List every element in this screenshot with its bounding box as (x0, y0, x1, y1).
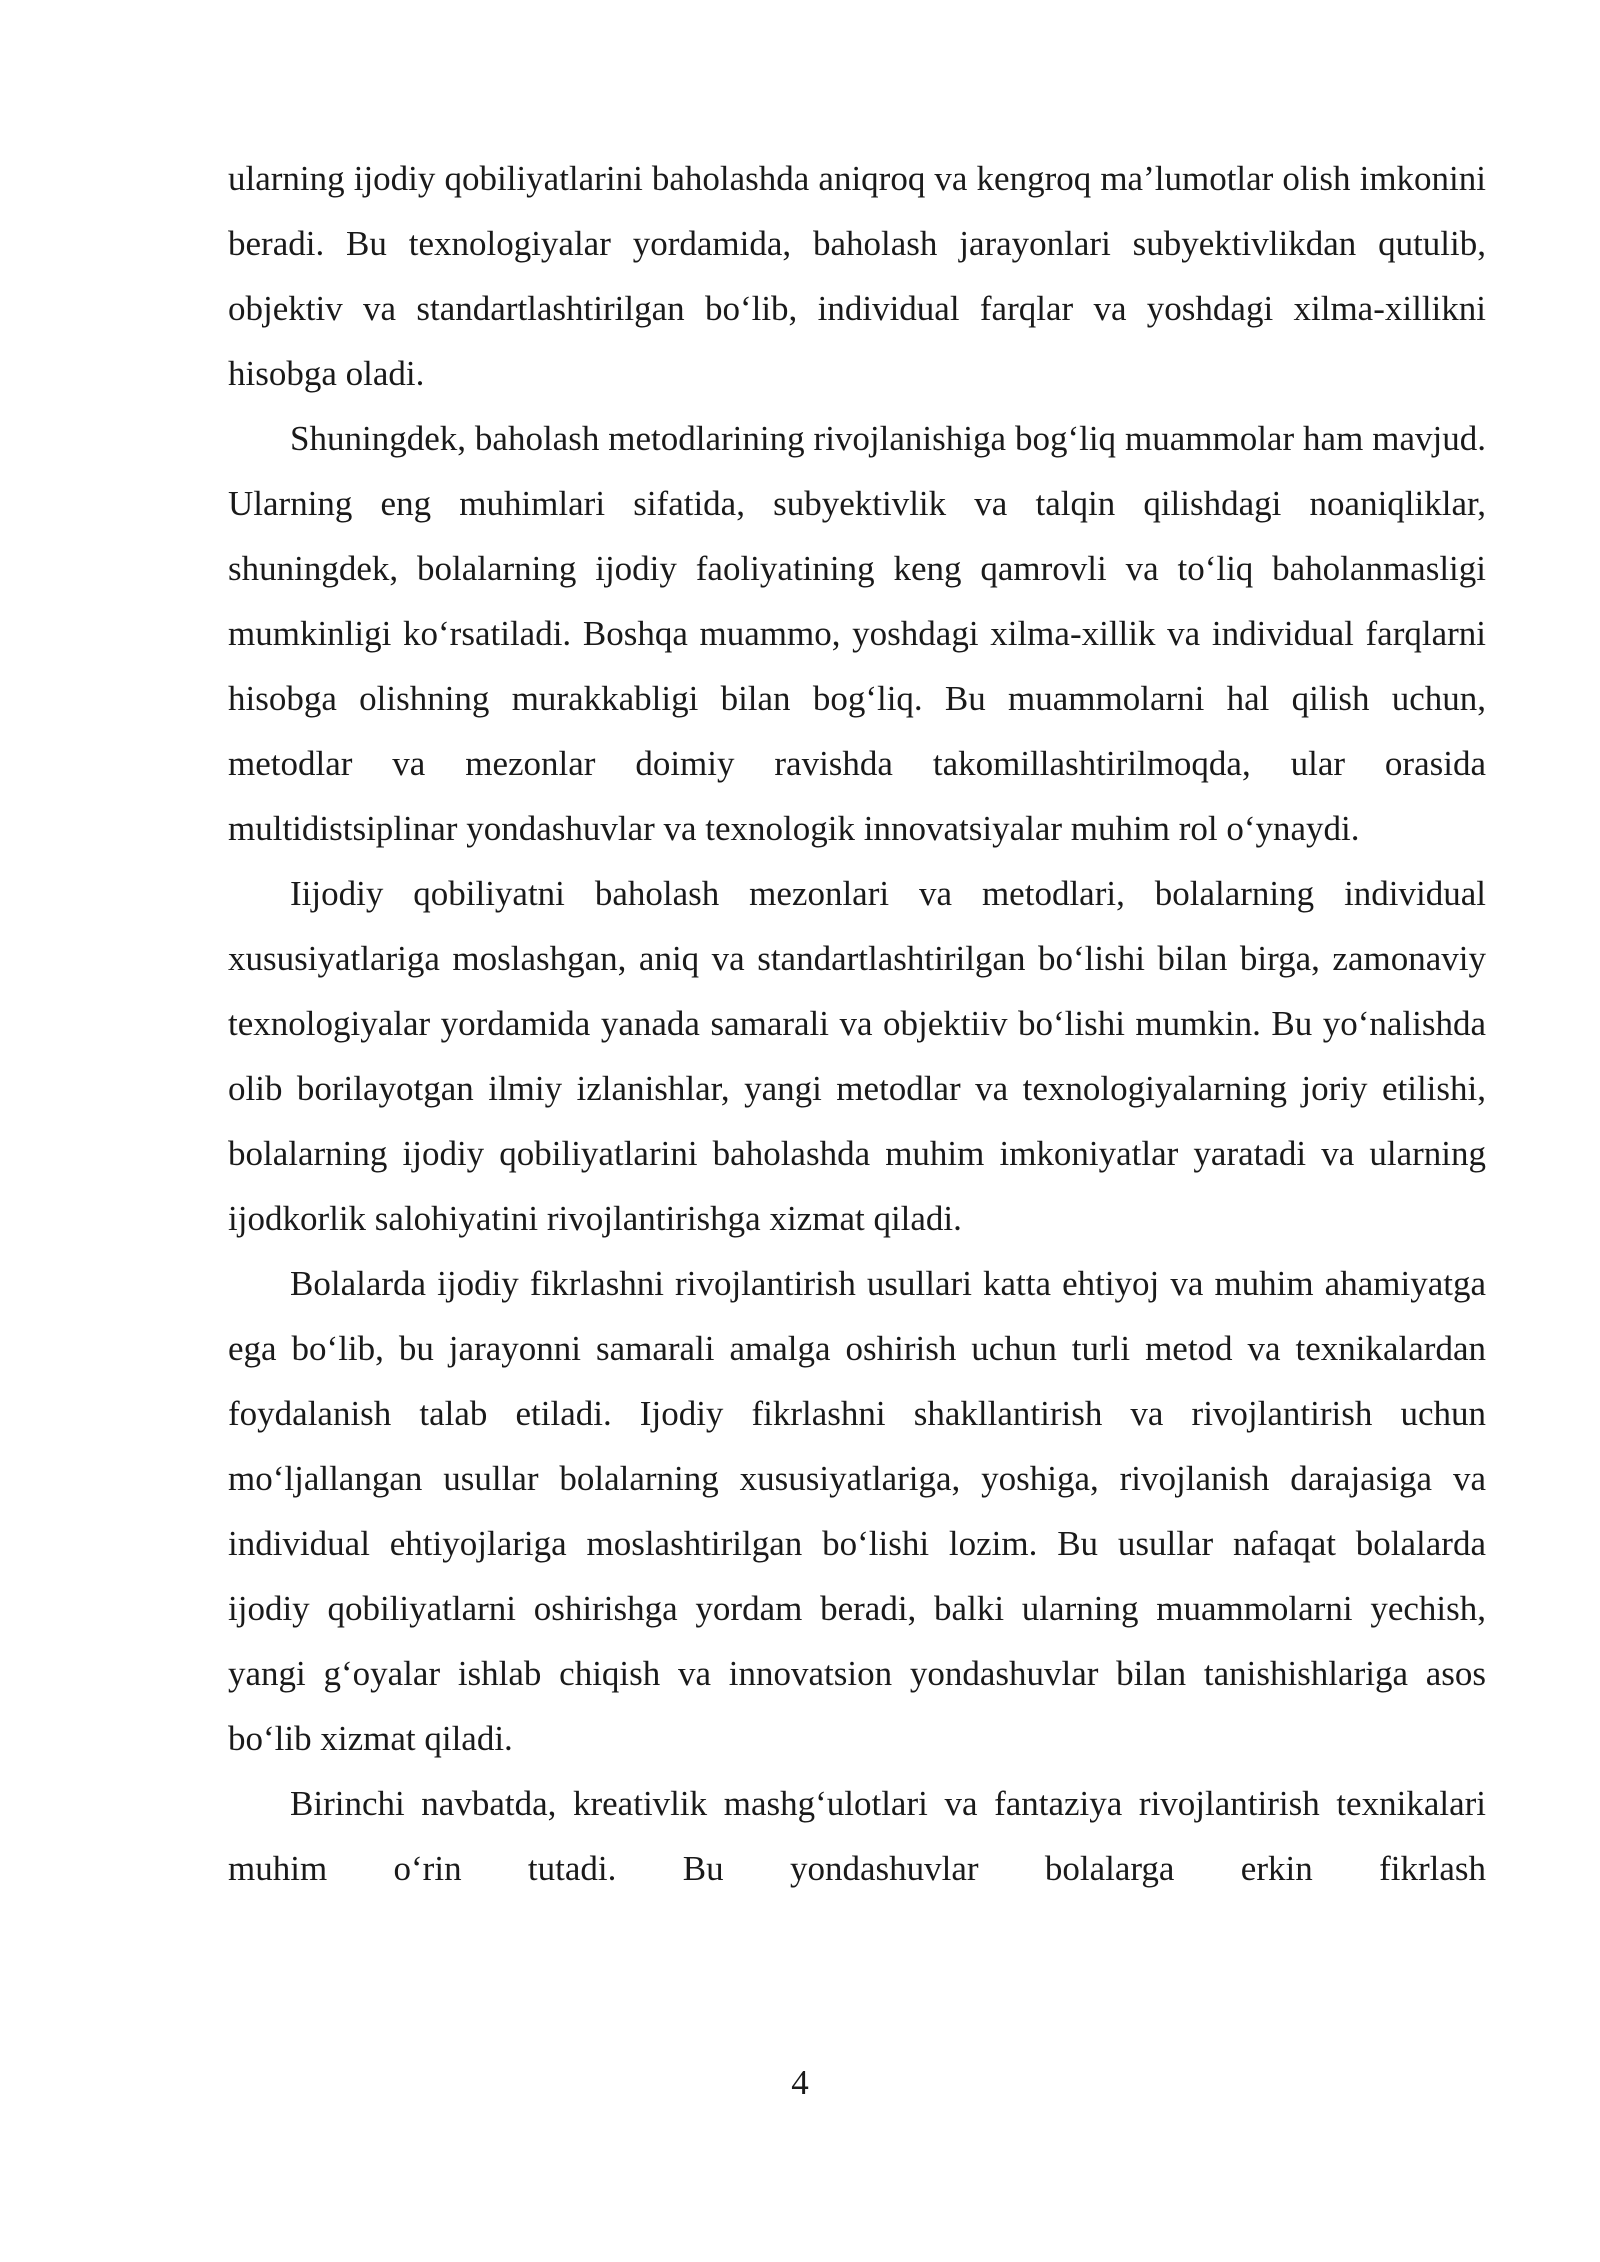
paragraph-5: Birinchi navbatda, kreativlik mashg‘ulotlari va fantaziya rivojlantirish texnikalari muhim o‘rin tutadi. Bu yondashuvlar bolalarga erkin fikrlash (228, 1784, 1486, 1888)
paragraph-1: ularning ijodiy qobiliyatlarini baholashda aniqroq va kengroq ma’lumotlar olish imkonini beradi. Bu texnologiyalar yordamida, baholash jarayonlari subyektivlikdan qutulib, objektiv va standartlashtirilgan bo‘lib, individual farqlar va yoshdagi xilma-xillikni hisobga oladi. (228, 159, 1486, 393)
paragraph-3: Iijodiy qobiliyatni baholash mezonlari va metodlari, bolalarning individual xususiyatlariga moslashgan, aniq va standartlashtirilgan bo‘lishi bilan birga, zamonaviy texnologiyalar yordamida yanada samarali va objektiiv bo‘lishi mumkin. Bu yo‘nalishda olib borilayotgan ilmiy izlanishlar, yangi metodlar va texnologiyalarning joriy etilishi, bolalarning ijodiy qobiliyatlarini baholashda muhim imkoniyatlar yaratadi va ularning ijodkorlik salohiyatini rivojlantirishga xizmat qiladi. (228, 874, 1486, 1238)
page-number: 4 (791, 2063, 809, 2102)
paragraph-2: Shuningdek, baholash metodlarining rivojlanishiga bog‘liq muammolar ham mavjud. Ularning eng muhimlari sifatida, subyektivlik va talqin qilishdagi noaniqliklar, shuningdek, bolalarning ijodiy faoliyatining keng qamrovli va to‘liq baholanmasligi mumkinligi ko‘rsatiladi. Boshqa muammo, yoshdagi xilma-xillik va individual farqlarni hisobga olishning murakkabligi bilan bog‘liq. Bu muammolarni hal qilish uchun, metodlar va mezonlar doimiy ravishda takomillashtirilmoqda, ular orasida multidistsiplinar yondashuvlar va texnologik innovatsiyalar muhim rol o‘ynaydi. (228, 419, 1486, 848)
document-body (228, 146, 1486, 1901)
paragraph-4: Bolalarda ijodiy fikrlashni rivojlantirish usullari katta ehtiyoj va muhim ahamiyatga ega bo‘lib, bu jarayonni samarali amalga oshirish uchun turli metod va texnikalardan foydalanish talab etiladi. Ijodiy fikrlashni shakllantirish va rivojlantirish uchun mo‘ljallangan usullar bolalarning xususiyatlariga, yoshiga, rivojlanish darajasiga va individual ehtiyojlariga moslashtirilgan bo‘lishi lozim. Bu usullar nafaqat bolalarda ijodiy qobiliyatlarni oshirishga yordam beradi, balki ularning muammolarni yechish, yangi g‘oyalar ishlab chiqish va innovatsion yondashuvlar bilan tanishishlariga asos bo‘lib xizmat qiladi. (228, 1264, 1486, 1758)
